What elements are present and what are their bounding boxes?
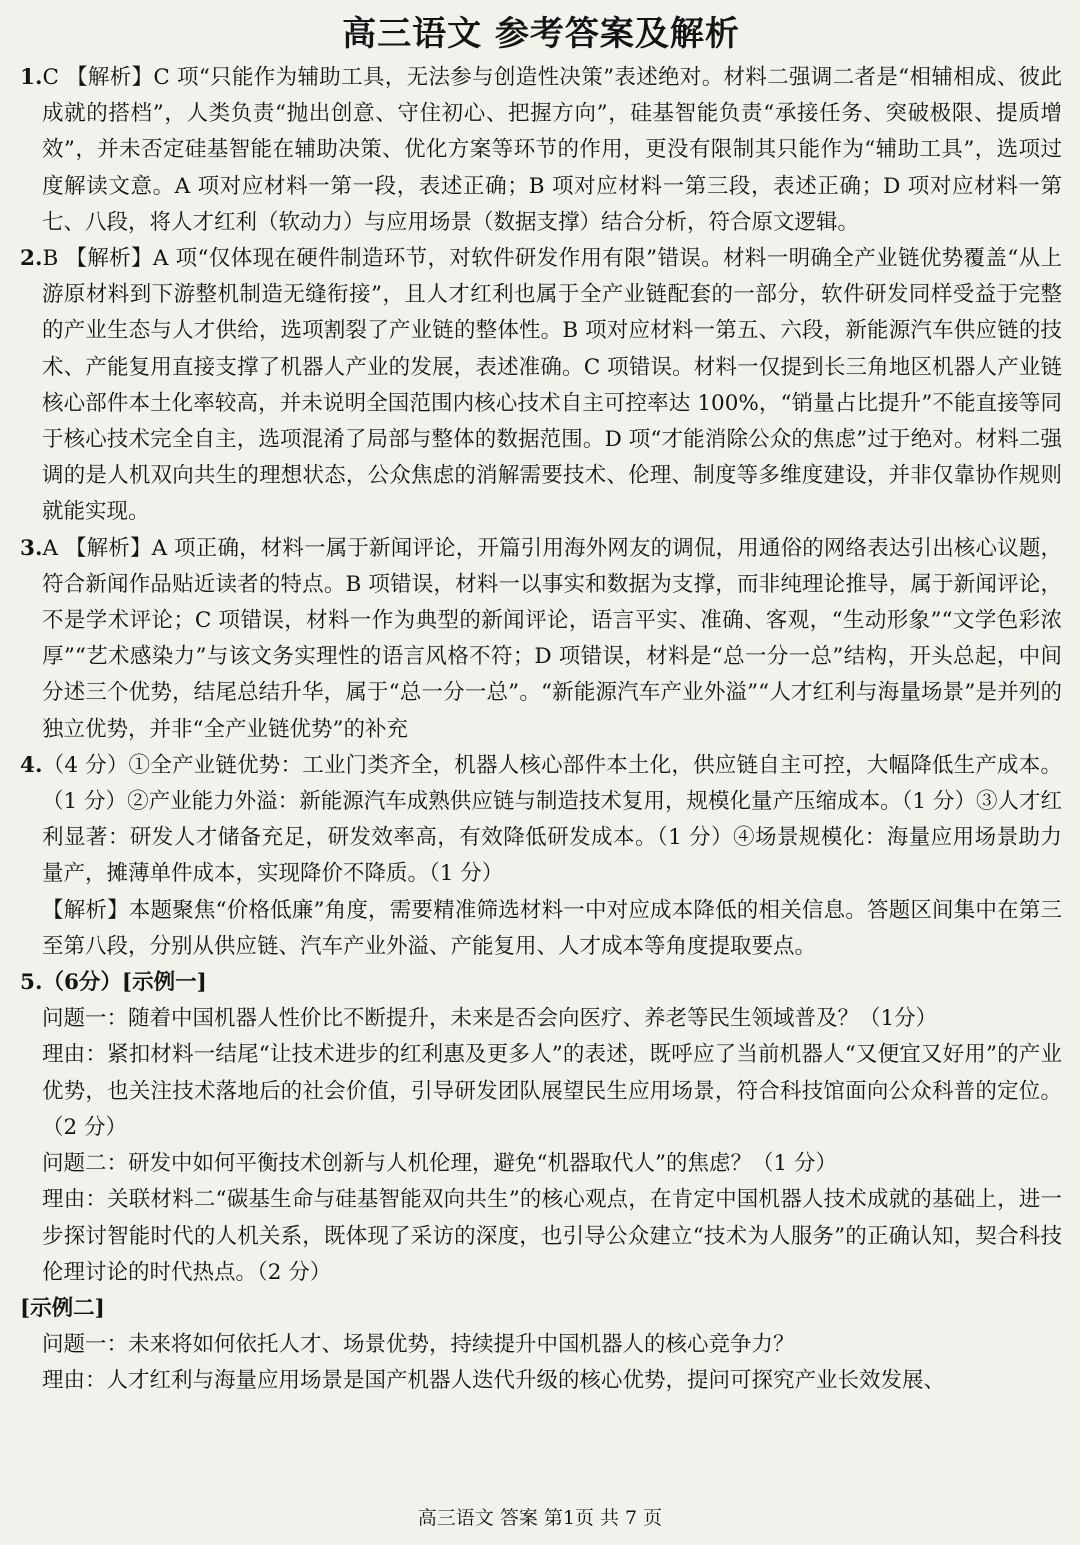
question-5-heading: （6分）[示例一] (42, 970, 207, 996)
question-text: （4 分）①全产业链优势：工业门类齐全，机器人核心部件本土化，供应链自主可控，大幅降低生产成本。（1 分）②产业能力外溢：新能源汽车成熟供应链与制造技术复用，规模化量产压缩成本。（1 分）③人才红利显著：研发人才储备充足，研发效率高，有效降低研发成本。（1 分）④场景规模化：海量应用场景助力量产，摊薄单件成本，实现降价不降质。（1 分） (42, 752, 1063, 887)
page-title: 高三语文 参考答案及解析 (342, 14, 740, 54)
question-4-analysis: 【解析】本题聚焦“价格低廉”角度，需要精准筛选材料一中对应成本降低的相关信息。答题区间集中在第三至第八段，分别从供应链、汽车产业外溢、产能复用、人才成本等角度提取要点。 (42, 897, 1062, 959)
question-2 (20, 241, 1062, 531)
question-text: A 【解析】A 项正确，材料一属于新闻评论，开篇引用海外网友的调侃，用通俗的网络表达引出核心议题，符合新闻作品贴近读者的特点。B 项错误，材料一以事实和数据为支撑，而非纯理论推导，属于新闻评论，不是学术评论；C 项错误，材料一作为典型的新闻评论，语言平实、准确、客观，“生动形象”“文学色彩浓厚”“艺术感染力”与该文务实理性的语言风格不符；D 项错误，材料是“总一分一总”结构，开头总起，中间分述三个优势，结尾总结升华，属于“总一分一总”。“新能源汽车产业外溢”“人才红利与海量场景”是并列的独立优势，并非“全产业链优势”的补充 (42, 535, 1062, 742)
question-number: 4. (20, 752, 43, 778)
example-2-heading: [示例二] (20, 1295, 105, 1321)
question-text: C 【解析】C 项“只能作为辅助工具，无法参与创造性决策”表述绝对。材料二强调二者是“相辅相成、彼此成就的搭档”，人类负责“抛出创意、守住初心、把握方向”，硅基智能负责“承接任务、突破极限、提质增效”，并未否定硅基智能在辅助决策、优化方案等环节的作用，更没有限制其只能作为“辅助工具”，选项过度解读文意。A 项对应材料一第一段，表述正确；B 项对应材料一第三段，表述正确；D 项对应材料一第七、八段，将人才红利（软动力）与应用场景（数据支撑）结合分析，符合原文逻辑。 (42, 65, 1062, 235)
question-number: 1. (20, 65, 43, 90)
example-2-question-1: 问题一：未来将如何依托人才、场景优势，持续提升中国机器人的核心竞争力？ (42, 1332, 795, 1358)
example-1-reason-1: 理由：紧扣材料一结尾“让技术进步的红利惠及更多人”的表述，既呼应了当前机器人“又便宜又好用”的产业优势，也关注技术落地后的社会价值，引导研发团队展望民生应用场景，符合科技馆面向公众科普的定位。（2 分） (42, 1042, 1062, 1140)
example-1-question-1: 问题一：随着中国机器人性价比不断提升，未来是否会向医疗、养老等民生领域普及？（1分） (42, 1006, 938, 1032)
example-1-question-2: 问题二：研发中如何平衡技术创新与人机伦理，避免“机器取代人”的焦虑？（1 分） (42, 1151, 837, 1177)
page-footer: 高三语文 答案 第1页 共 7 页 (417, 1507, 663, 1529)
question-4 (20, 748, 1062, 893)
example-1-reason-2: 理由：关联材料二“碳基生命与硅基智能双向共生”的核心观点，在肯定中国机器人技术成就的基础上，进一步探讨智能时代的人机关系，既体现了采访的深度，也引导公众建立“技术为人服务”的正确认知，契合科技伦理讨论的时代热点。（2 分） (42, 1187, 1062, 1285)
answer-content (20, 60, 1062, 1400)
question-number: 3. (20, 535, 43, 561)
question-number: 5. (20, 970, 43, 996)
example-2-reason-1: 理由：人才红利与海量应用场景是国产机器人迭代升级的核心优势，提问可探究产业长效发展、 (42, 1368, 946, 1394)
question-3 (20, 531, 1062, 748)
question-1 (20, 60, 1062, 241)
question-text: B 【解析】A 项“仅体现在硬件制造环节，对软件研发作用有限”错误。材料一明确全产业链优势覆盖“从上游原材料到下游整机制造无缝衔接”，且人才红利也属于全产业链配套的一部分，软件研发同样受益于完整的产业生态与人才供给，选项割裂了产业链的整体性。B 项对应材料一第五、六段，新能源汽车供应链的技术、产能复用直接支撑了机器人产业的发展，表述准确。C 项错误。材料一仅提到长三角地区机器人产业链核心部件本土化率较高，并未说明全国范围内核心技术自主可控率达 100%，“销量占比提升”不能直接等同于核心技术完全自主，选项混淆了局部与整体的数据范围。D 项“才能消除公众的焦虑”过于绝对。材料二强调的是人机双向共生的理想状态，公众焦虑的消解需要技术、伦理、制度等多维度建设，并非仅靠协作规则就能实现。 (42, 246, 1062, 525)
question-5 (20, 965, 1062, 1001)
question-number: 2. (20, 246, 43, 272)
